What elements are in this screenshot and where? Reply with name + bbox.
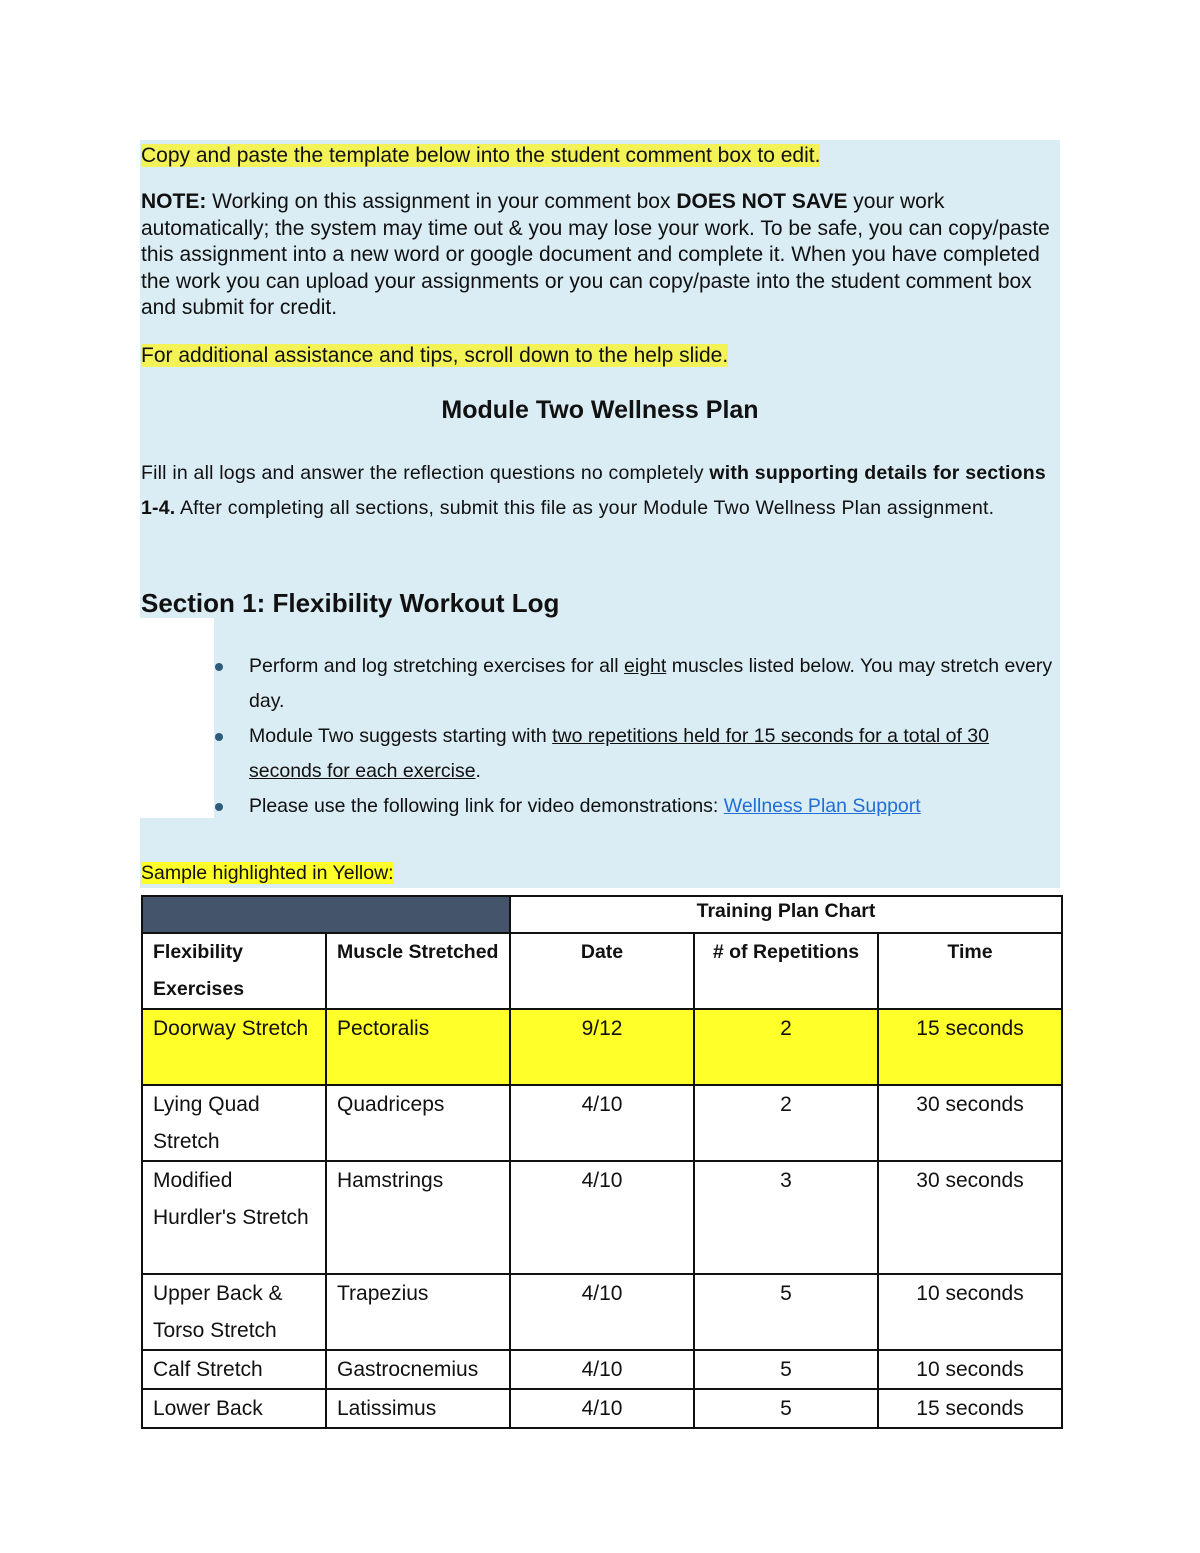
table-header-blank — [142, 896, 510, 933]
cell-date[interactable]: 4/10 — [510, 1350, 694, 1389]
cell-muscle[interactable]: Trapezius — [326, 1274, 510, 1350]
table-row — [142, 1350, 1062, 1389]
col-header-reps: # of Repetitions — [694, 933, 878, 1009]
table-row — [142, 1009, 1062, 1085]
cell-time[interactable]: 15 seconds — [878, 1009, 1062, 1085]
cell-reps[interactable]: 3 — [694, 1161, 878, 1274]
cell-time[interactable]: 15 seconds — [878, 1389, 1062, 1428]
cell-time[interactable]: 30 seconds — [878, 1161, 1062, 1274]
cell-time[interactable]: 10 seconds — [878, 1274, 1062, 1350]
instructions-text-1: Fill in all logs and answer the reflection questions no completely — [141, 462, 710, 484]
col-header-date: Date — [510, 933, 694, 1009]
bullet-item — [215, 789, 1055, 824]
instructions-paragraph — [141, 456, 1056, 526]
intro-text: Copy and paste the template below into the student comment box to edit. — [141, 144, 821, 167]
sample-label-text: Sample highlighted in Yellow: — [141, 862, 394, 884]
cell-muscle[interactable]: Latissimus — [326, 1389, 510, 1428]
cell-date[interactable]: 4/10 — [510, 1085, 694, 1161]
table-title-row — [142, 896, 1062, 933]
sample-label — [141, 860, 394, 886]
bullet-text: Please use the following link for video demonstrations: — [249, 795, 724, 817]
bullet-text: . — [475, 760, 481, 782]
cell-time[interactable]: 10 seconds — [878, 1350, 1062, 1389]
table-column-headers — [142, 933, 1062, 1009]
cell-exercise[interactable]: Doorway Stretch — [142, 1009, 326, 1085]
bullet-text: Perform and log stretching exercises for all — [249, 655, 624, 677]
table-row — [142, 1274, 1062, 1350]
training-plan-table — [141, 895, 1063, 1429]
page-title: Module Two Wellness Plan — [441, 396, 759, 424]
cell-reps[interactable]: 5 — [694, 1389, 878, 1428]
cell-exercise[interactable]: Lying Quad Stretch — [142, 1085, 326, 1161]
bullet-underlined: eight — [624, 655, 667, 677]
note-text-1: Working on this assignment in your comment box — [206, 190, 677, 213]
cell-date[interactable]: 4/10 — [510, 1389, 694, 1428]
bullet-underlined: two repetitions held for 15 seconds for a total of 30 seconds for each exercise — [249, 725, 989, 782]
cell-reps[interactable]: 5 — [694, 1274, 878, 1350]
cell-time[interactable]: 30 seconds — [878, 1085, 1062, 1161]
cell-muscle[interactable]: Quadriceps — [326, 1085, 510, 1161]
col-header-exercise: Flexibility Exercises — [142, 933, 326, 1009]
intro-line — [141, 143, 820, 169]
instruction-bullets — [215, 649, 1055, 824]
cell-date[interactable]: 4/10 — [510, 1161, 694, 1274]
cell-exercise[interactable]: Lower Back — [142, 1389, 326, 1428]
table-row — [142, 1161, 1062, 1274]
cell-muscle[interactable]: Hamstrings — [326, 1161, 510, 1274]
section-heading: Section 1: Flexibility Workout Log — [141, 588, 560, 618]
instructions-text-2: After completing all sections, submit this file as your Module Two Wellness Plan assignment. — [175, 497, 995, 519]
col-header-muscle: Muscle Stretched — [326, 933, 510, 1009]
cell-exercise[interactable]: Calf Stretch — [142, 1350, 326, 1389]
note-label: NOTE: — [141, 190, 207, 213]
assistance-line — [141, 343, 728, 369]
col-header-time: Time — [878, 933, 1062, 1009]
cell-reps[interactable]: 2 — [694, 1009, 878, 1085]
bullet-text: muscles listed below. You may stretch every day. — [249, 655, 1053, 712]
panel-notch — [140, 618, 214, 818]
bullet-dot-icon — [215, 663, 223, 671]
cell-muscle[interactable]: Gastrocnemius — [326, 1350, 510, 1389]
bullet-item — [215, 649, 1055, 719]
note-text-2: your work automatically; the system may time out & you may lose your work. To be safe, you can copy/paste this assignment into a new word or google document and complete it. When you have completed the work you can upload your assignments or you can copy/paste into the student comment box and submit for credit. — [141, 190, 1050, 320]
cell-exercise[interactable]: Modified Hurdler's Stretch — [142, 1161, 326, 1274]
table-row — [142, 1085, 1062, 1161]
cell-date[interactable]: 4/10 — [510, 1274, 694, 1350]
wellness-plan-support-link[interactable]: Wellness Plan Support — [723, 795, 921, 817]
instructions-bold: with supporting details for sections 1-4. — [141, 462, 1046, 519]
note-emphasis: DOES NOT SAVE — [676, 190, 848, 213]
assistance-text: For additional assistance and tips, scroll down to the help slide. — [141, 344, 729, 367]
table-chart-title: Training Plan Chart — [510, 896, 1062, 933]
cell-reps[interactable]: 5 — [694, 1350, 878, 1389]
bullet-text: Module Two suggests starting with — [249, 725, 553, 747]
table-row — [142, 1389, 1062, 1428]
bullet-dot-icon — [215, 803, 223, 811]
cell-reps[interactable]: 2 — [694, 1085, 878, 1161]
bullet-dot-icon — [215, 733, 223, 741]
cell-muscle[interactable]: Pectoralis — [326, 1009, 510, 1085]
cell-date[interactable]: 9/12 — [510, 1009, 694, 1085]
bullet-item — [215, 719, 1055, 789]
cell-exercise[interactable]: Upper Back & Torso Stretch — [142, 1274, 326, 1350]
note-paragraph — [141, 189, 1056, 322]
